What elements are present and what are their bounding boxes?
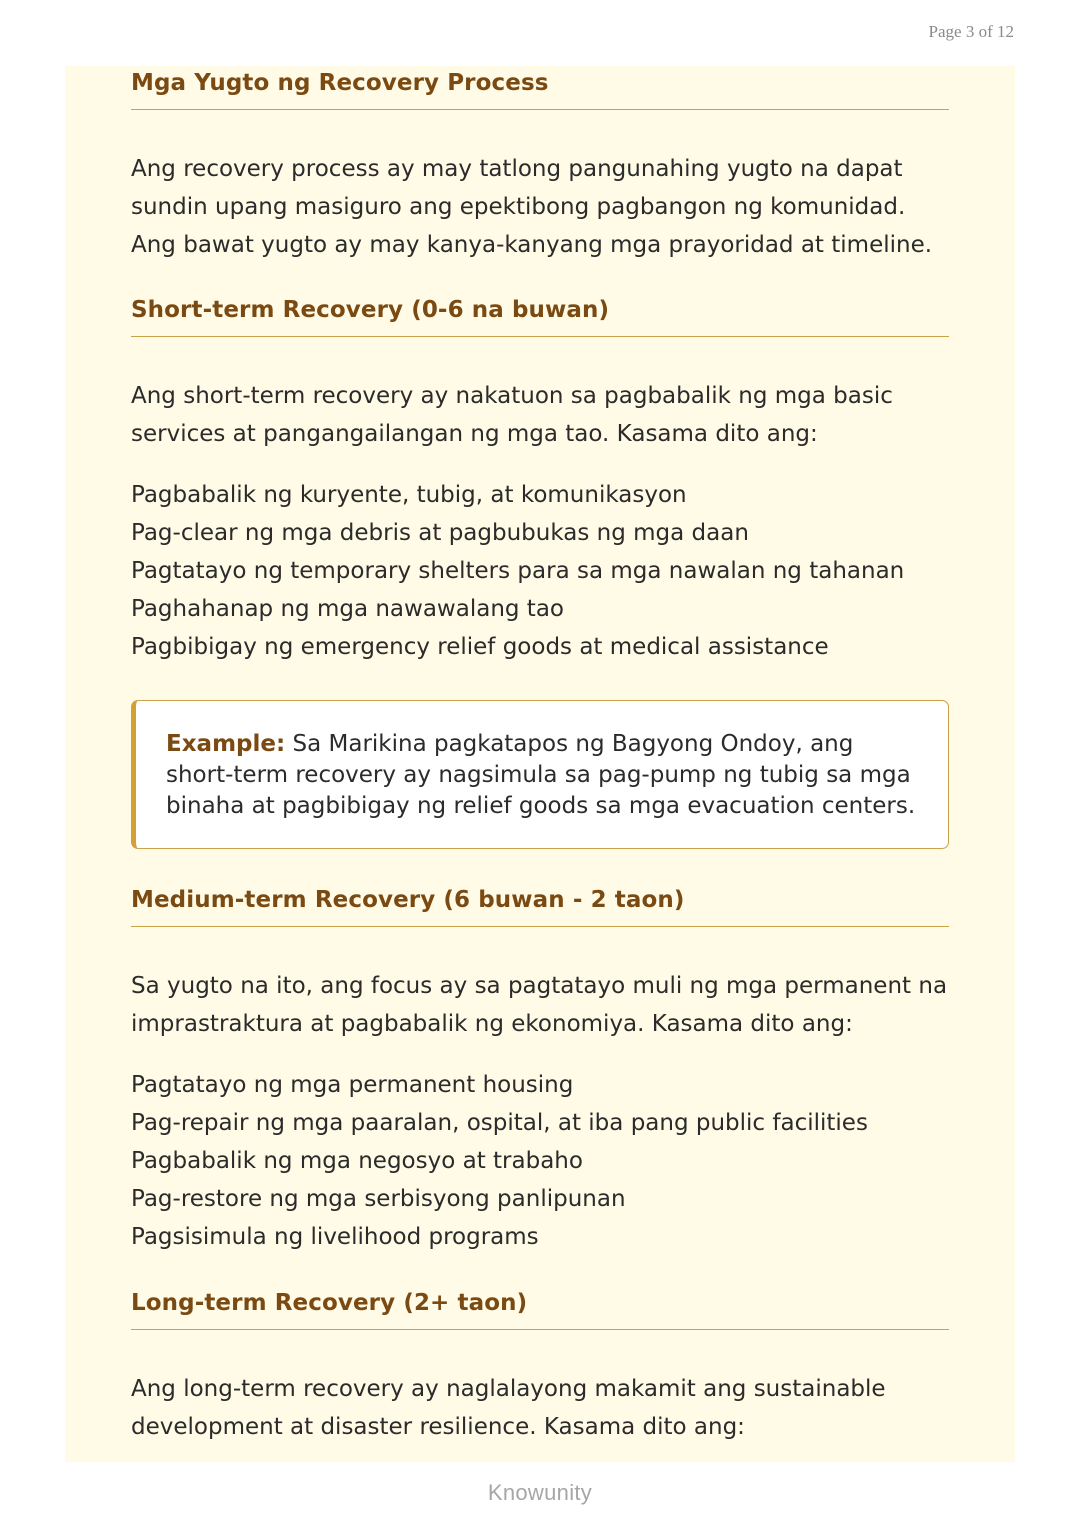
example-text: Sa Marikina pagkatapos ng Bagyong Ondoy, ang short-term recovery ay nagsimula sa pag-pump ng tubig sa mga binaha at pagbibigay ng relief goods sa mga evacuation centers. (166, 731, 916, 819)
page-number: Page 3 of 12 (928, 22, 1014, 41)
document-content (131, 66, 949, 1446)
long-term-paragraph: Ang long-term recovery ay naglalayong makamit ang sustainable development at disaster resilience. Kasama dito ang: (131, 1376, 886, 1440)
list-item: Pagsisimula ng livelihood programs (131, 1224, 539, 1250)
list-item: Paghahanap ng mga nawawalang tao (131, 596, 564, 622)
list-item: Pag-clear ng mga debris at pagbubukas ng mga daan (131, 520, 749, 546)
list-item: Pagtatayo ng temporary shelters para sa mga nawalan ng tahanan (131, 558, 905, 584)
medium-term-list (131, 1066, 949, 1256)
list-item: Pagtatayo ng mga permanent housing (131, 1072, 574, 1098)
list-item: Pag-restore ng mga serbisyong panlipunan (131, 1186, 626, 1212)
footer-brand-logo: Knowunity (487, 1480, 593, 1505)
intro-paragraph: Ang recovery process ay may tatlong pangunahing yugto na dapat sundin upang masiguro ang epektibong pagbangon ng komunidad. Ang bawat yugto ay may kanya-kanyang mga prayoridad at timeline. (131, 156, 933, 258)
section-heading-long-term: Long-term Recovery (2+ taon) (131, 1288, 949, 1330)
short-term-paragraph: Ang short-term recovery ay nakatuon sa pagbabalik ng mga basic services at pangangailangan ng mga tao. Kasama dito ang: (131, 383, 893, 447)
list-item: Pagbabalik ng kuryente, tubig, at komunikasyon (131, 482, 687, 508)
list-item: Pagbibigay ng emergency relief goods at medical assistance (131, 634, 829, 660)
medium-term-paragraph: Sa yugto na ito, ang focus ay sa pagtatayo muli ng mga permanent na imprastraktura at pagbabalik ng ekonomiya. Kasama dito ang: (131, 973, 948, 1037)
document-page (65, 66, 1015, 1462)
section-heading-recovery-stages: Mga Yugto ng Recovery Process (131, 68, 949, 110)
example-callout (131, 700, 949, 849)
section-heading-medium-term: Medium-term Recovery (6 buwan - 2 taon) (131, 885, 949, 927)
example-label: Example: (166, 731, 286, 757)
short-term-list (131, 476, 949, 666)
list-item: Pag-repair ng mga paaralan, ospital, at iba pang public facilities (131, 1110, 868, 1136)
list-item: Pagbabalik ng mga negosyo at trabaho (131, 1148, 583, 1174)
section-heading-short-term: Short-term Recovery (0-6 na buwan) (131, 295, 949, 337)
